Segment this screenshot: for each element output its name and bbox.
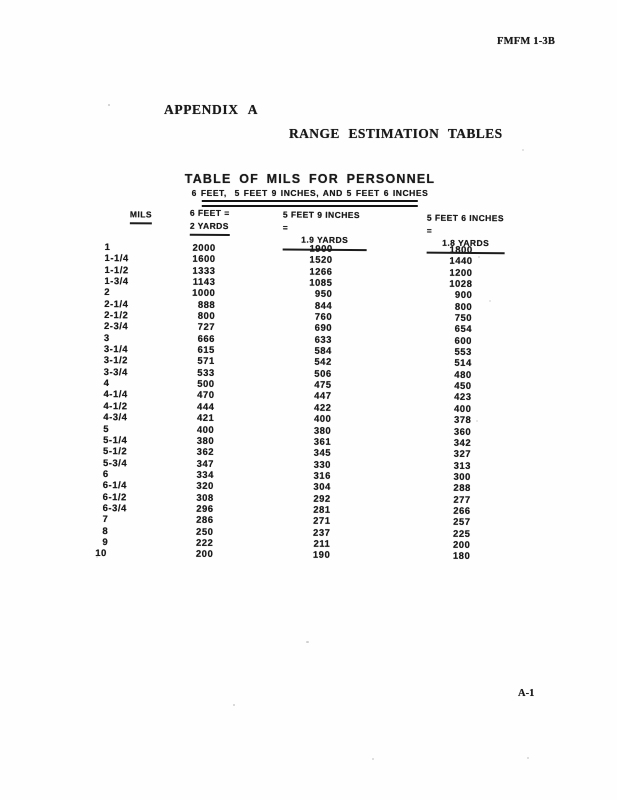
cell-6-feet: 666	[197, 333, 215, 345]
cell-mils: 3	[103, 332, 110, 344]
cell-5-feet-9: 400	[313, 413, 332, 425]
scan-speck	[527, 757, 529, 759]
cell-5-feet-6: 288	[453, 483, 471, 495]
cell-mils: 9	[102, 536, 109, 549]
cell-5-feet-6: 300	[453, 471, 471, 483]
cell-5-feet-9: 542	[314, 357, 332, 369]
cell-6-feet: 362	[196, 446, 215, 459]
cell-5-feet-9: 316	[313, 470, 331, 482]
cell-mils: 3-1/2	[103, 355, 128, 367]
cell-mils: 10	[95, 548, 107, 560]
cell-6-feet: 571	[197, 356, 215, 368]
cell-6-feet: 444	[197, 401, 215, 413]
cell-mils: 4-1/2	[103, 400, 128, 413]
cell-5-feet-6: 257	[453, 517, 471, 529]
cell-6-feet: 400	[196, 424, 215, 436]
cell-5-feet-6: 225	[453, 528, 471, 540]
cell-mils: 5-3/4	[102, 457, 128, 469]
cell-6-feet: 888	[197, 299, 216, 311]
cell-5-feet-6: 327	[453, 448, 472, 461]
scan-speck	[372, 758, 374, 760]
cell-6-feet: 727	[197, 322, 216, 334]
cell-6-feet: 1000	[192, 288, 216, 300]
cell-5-feet-9: 475	[314, 379, 332, 391]
cell-6-feet: 320	[196, 481, 214, 493]
doc-reference: FMFM 1-3B	[497, 36, 556, 47]
cell-5-feet-6: 900	[454, 290, 473, 302]
cell-5-feet-6: 654	[454, 324, 473, 336]
cell-5-feet-6: 1440	[449, 256, 473, 268]
table-subtitle: 6 FEET, 5 FEET 9 INCHES, AND 5 FEET 6 INCHES	[191, 188, 429, 198]
column-header-line: 1.9 YARDS	[301, 234, 349, 245]
cell-mils: 3-3/4	[103, 366, 128, 379]
cell-mils: 1-1/4	[104, 253, 129, 265]
scan-speck	[476, 420, 478, 422]
cell-mils: 3-1/4	[103, 344, 129, 356]
cell-mils: 1-3/4	[104, 276, 129, 288]
table-title: TABLE OF MILS FOR PERSONNEL	[184, 172, 436, 186]
cell-5-feet-9: 361	[313, 436, 332, 448]
cell-5-feet-6: 313	[453, 460, 472, 472]
cell-5-feet-6: 514	[454, 358, 472, 370]
scan-speck	[233, 704, 235, 706]
cell-5-feet-9: 345	[313, 447, 332, 460]
cell-5-feet-9: 1085	[309, 277, 333, 289]
cell-5-feet-6: 800	[454, 301, 473, 313]
cell-5-feet-9: 1900	[309, 243, 333, 255]
appendix-heading: APPENDIX A	[164, 102, 259, 117]
cell-6-feet: 615	[197, 344, 215, 357]
cell-5-feet-9: 844	[314, 300, 333, 312]
scan-speck	[522, 149, 524, 151]
cell-6-feet: 222	[195, 537, 214, 549]
mils-table-body	[95, 242, 475, 563]
column-header-mils: MILS	[130, 208, 152, 224]
cell-5-feet-6: 266	[453, 505, 471, 517]
cell-mils: 1	[104, 242, 111, 254]
cell-5-feet-9: 330	[313, 459, 332, 471]
cell-mils: 6	[102, 468, 109, 480]
scan-speck	[489, 300, 491, 302]
cell-5-feet-9: 506	[314, 368, 332, 380]
cell-6-feet: 286	[196, 515, 214, 527]
cell-5-feet-9: 760	[314, 311, 333, 323]
cell-5-feet-9: 304	[313, 481, 331, 494]
section-title: RANGE ESTIMATION TABLES	[289, 126, 503, 141]
column-header-line: 5 FEET 9 INCHES =	[282, 209, 361, 232]
cell-mils: 4-3/4	[103, 412, 128, 424]
scan-speck	[108, 104, 110, 106]
cell-mils: 4	[103, 378, 110, 390]
cell-6-feet: 800	[197, 310, 216, 322]
cell-5-feet-6: 200	[452, 539, 471, 551]
cell-6-feet: 347	[196, 458, 215, 470]
cell-6-feet: 421	[196, 412, 215, 425]
cell-mils: 2-1/4	[104, 298, 129, 310]
cell-6-feet: 1333	[192, 265, 216, 277]
cell-5-feet-9: 633	[314, 334, 332, 346]
cell-5-feet-9: 292	[313, 493, 331, 505]
cell-6-feet: 296	[196, 503, 214, 515]
cell-mils: 5-1/4	[103, 434, 128, 447]
cell-mils: 5-1/2	[103, 446, 128, 458]
column-header-6-feet	[190, 207, 230, 236]
cell-5-feet-9: 950	[314, 289, 333, 301]
cell-mils: 2-3/4	[103, 321, 129, 333]
cell-5-feet-6: 378	[453, 414, 472, 427]
cell-5-feet-6: 600	[454, 335, 472, 347]
scan-speck	[96, 556, 98, 558]
cell-mils: 2-1/2	[104, 310, 129, 322]
table-row	[95, 548, 473, 562]
cell-6-feet: 1600	[192, 254, 216, 266]
cell-5-feet-9: 190	[312, 549, 331, 562]
cell-5-feet-6: 1200	[449, 267, 473, 279]
cell-5-feet-9: 422	[314, 402, 332, 414]
cell-6-feet: 1143	[192, 276, 216, 288]
cell-5-feet-6: 1028	[449, 278, 473, 290]
cell-5-feet-6: 1800	[449, 244, 473, 256]
cell-mils: 6-1/2	[102, 491, 127, 503]
cell-6-feet: 380	[196, 435, 215, 447]
cell-5-feet-9: 281	[313, 504, 331, 516]
cell-6-feet: 200	[195, 549, 214, 561]
column-header-line: 6 FEET =	[189, 207, 230, 219]
cell-mils: 6-3/4	[102, 502, 127, 515]
cell-5-feet-6: 480	[454, 369, 472, 381]
cell-6-feet: 308	[196, 492, 214, 504]
cell-mils: 7	[102, 514, 109, 526]
cell-6-feet: 2000	[192, 242, 216, 254]
cell-5-feet-6: 750	[454, 312, 473, 325]
cell-6-feet: 250	[196, 526, 214, 538]
cell-5-feet-9: 237	[313, 527, 331, 539]
cell-5-feet-9: 690	[314, 323, 333, 335]
cell-5-feet-6: 180	[452, 551, 471, 563]
cell-5-feet-6: 423	[454, 392, 472, 404]
cell-5-feet-9: 1266	[309, 266, 333, 278]
cell-5-feet-9: 380	[313, 425, 332, 437]
cell-5-feet-9: 447	[314, 391, 332, 403]
cell-mils: 1-1/2	[104, 264, 129, 276]
cell-5-feet-9: 584	[314, 345, 332, 357]
cell-mils: 4-1/4	[103, 389, 128, 401]
cell-5-feet-6: 553	[454, 346, 472, 359]
cell-mils: 5	[103, 423, 110, 435]
cell-5-feet-6: 277	[453, 494, 471, 506]
cell-5-feet-6: 450	[454, 380, 472, 393]
column-header-line: 2 YARDS	[189, 220, 229, 231]
cell-mils: 6-1/4	[102, 480, 127, 492]
cell-mils: 8	[102, 525, 109, 537]
table-heading-block	[185, 172, 435, 207]
cell-mils: 2	[104, 287, 111, 299]
cell-6-feet: 500	[197, 378, 215, 391]
cell-5-feet-6: 342	[453, 437, 472, 449]
cell-6-feet: 334	[196, 469, 214, 481]
cell-5-feet-6: 360	[453, 426, 472, 438]
cell-5-feet-9: 271	[313, 515, 331, 528]
cell-5-feet-6: 400	[454, 403, 472, 415]
cell-5-feet-9: 1520	[309, 255, 333, 267]
cell-6-feet: 470	[197, 390, 215, 402]
page-number: A-1	[518, 688, 535, 699]
cell-6-feet: 533	[197, 367, 215, 379]
column-header-line: 5 FEET 6 INCHES =	[426, 212, 505, 236]
scan-speck	[478, 256, 480, 258]
cell-5-feet-9: 211	[313, 538, 331, 550]
scan-speck	[306, 641, 309, 643]
mils-table	[95, 205, 508, 568]
column-header-line: 1.8 YARDS	[442, 237, 490, 249]
